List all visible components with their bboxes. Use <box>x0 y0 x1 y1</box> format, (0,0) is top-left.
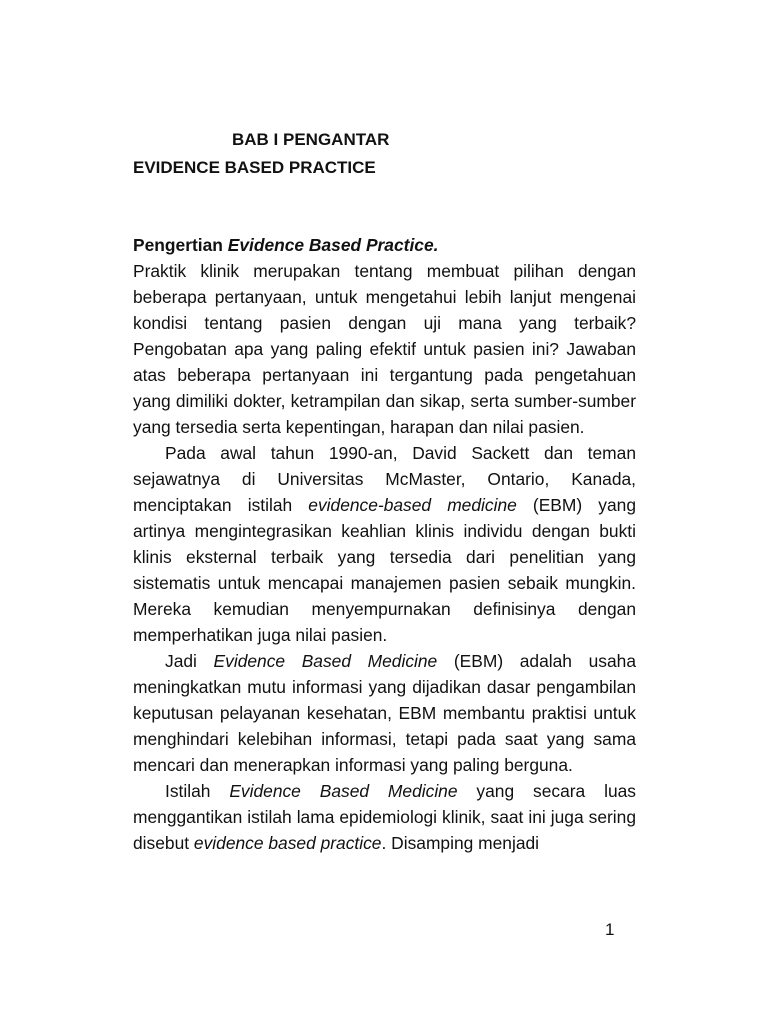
paragraph-4-italic-2: evidence based practice <box>193 833 382 853</box>
subject-title: EVIDENCE BASED PRACTICE <box>133 158 376 177</box>
page-number: 1 <box>605 920 615 939</box>
section-heading-italic: Evidence Based Practice. <box>227 235 439 255</box>
chapter-title: BAB I PENGANTAR <box>232 130 390 149</box>
section-heading <box>133 232 636 258</box>
paragraph-3-italic: Evidence Based Medicine <box>213 651 438 671</box>
paragraph-3-before: Jadi <box>165 651 214 671</box>
paragraph-4-italic-1: Evidence Based Medicine <box>229 781 458 801</box>
paragraph-1: Praktik klinik merupakan tentang membuat pilihan dengan beberapa pertanyaan, untuk mengetahui lebih lanjut mengenai kondisi tentang pasien dengan uji mana yang terbaik? Pengobatan apa yang paling efektif untuk pasien ini? Jawaban atas beberapa pertanyaan ini tergantung pada pengetahuan yang dimiliki dokter, ketrampilan dan sikap, serta sumber-sumber yang tersedia serta kepentingan, harapan dan nilai pasien. <box>133 261 636 437</box>
paragraph-3 <box>133 648 636 778</box>
section-heading-lead: Pengertian <box>133 235 228 255</box>
paragraph-4 <box>133 778 636 856</box>
body-text <box>133 232 636 856</box>
paragraph-3-after: (EBM) adalah usaha meningkatkan mutu informasi yang dijadikan dasar pengambilan keputusan pelayanan kesehatan, EBM membantu praktisi untuk menghindari kelebihan informasi, tetapi pada saat yang sama mencari dan menerapkan informasi yang paling berguna. <box>133 651 636 775</box>
paragraph-4-middle: yang secara luas menggantikan istilah lama epidemiologi klinik, saat ini juga sering disebut <box>133 781 636 853</box>
paragraph-2-italic: evidence-based medicine <box>308 495 517 515</box>
paragraph-4-after: . Disamping menjadi <box>381 833 540 853</box>
paragraph-2 <box>133 440 636 648</box>
paragraph-2-after: (EBM) yang artinya mengintegrasikan keahlian klinis individu dengan bukti klinis eksternal terbaik yang tersedia dari penelitian yang sistematis untuk mencapai manajemen pasien sebaik mungkin. Mereka kemudian menyempurnakan definisinya dengan memperhatikan juga nilai pasien. <box>133 495 636 645</box>
paragraph-4-before: Istilah <box>165 781 230 801</box>
paragraph-2-before: Pada awal tahun 1990-an, David Sackett dan teman sejawatnya di Universitas McMaster, Ontario, Kanada, menciptakan istilah <box>133 443 636 515</box>
